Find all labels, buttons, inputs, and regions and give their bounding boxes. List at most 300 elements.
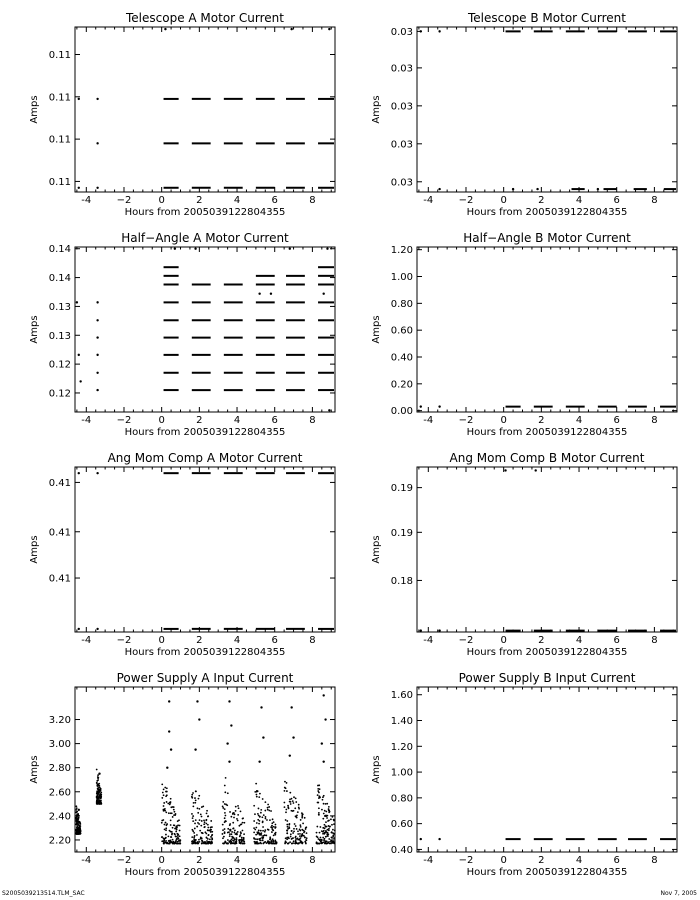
- data-point: [210, 820, 212, 822]
- data-point: [222, 837, 224, 839]
- data-point: [230, 724, 232, 726]
- data-point: [201, 832, 203, 834]
- data-point: [260, 842, 262, 844]
- data-point: [332, 829, 334, 831]
- y-tick-label: 0.12: [48, 359, 71, 371]
- data-point: [235, 810, 237, 812]
- data-point: [275, 832, 277, 834]
- data-point: [193, 836, 195, 838]
- data-point: [332, 832, 334, 834]
- y-tick-label: 2.60: [48, 787, 71, 799]
- data-point: [420, 838, 422, 840]
- x-tick-label: 6: [613, 855, 620, 866]
- data-point: [286, 782, 288, 784]
- x-tick-label: 6: [613, 635, 620, 646]
- data-point: [210, 831, 212, 833]
- data-point: [209, 838, 211, 840]
- data-point: [198, 839, 200, 841]
- x-tick-label: 4: [575, 415, 583, 426]
- chart-title: Telescope B Motor Current: [467, 11, 627, 25]
- x-tick-label: 6: [271, 195, 278, 206]
- data-point: [325, 821, 327, 823]
- data-point: [165, 811, 167, 813]
- data-point: [328, 820, 330, 822]
- data-point: [286, 820, 288, 822]
- x-axis-label: Hours from 2005039122804355: [124, 867, 286, 878]
- data-point: [256, 794, 258, 796]
- data-point: [76, 811, 78, 813]
- data-point: [258, 823, 260, 825]
- data-point: [175, 831, 177, 833]
- data-point: [326, 817, 328, 819]
- x-tick-label: 0: [158, 415, 165, 426]
- data-point: [291, 838, 293, 840]
- data-point: [294, 843, 296, 845]
- data-point: [323, 841, 325, 843]
- data-point: [260, 812, 262, 814]
- data-point: [197, 807, 199, 809]
- chart-telescope-b: [371, 11, 677, 218]
- data-point: [262, 830, 264, 832]
- data-point: [329, 841, 331, 843]
- y-tick-label: 0.13: [48, 330, 71, 342]
- data-point: [204, 831, 206, 833]
- y-tick-label: 0.00: [390, 406, 413, 418]
- data-point: [258, 830, 260, 832]
- data-point: [178, 819, 180, 821]
- data-point: [292, 832, 294, 834]
- data-point: [286, 790, 288, 792]
- data-point: [170, 824, 172, 826]
- data-point: [192, 805, 194, 807]
- data-point: [331, 836, 333, 838]
- data-point: [161, 783, 163, 785]
- data-point: [325, 842, 327, 844]
- data-point: [166, 787, 168, 789]
- y-tick-label: 0.03: [390, 26, 413, 38]
- data-point: [226, 842, 228, 844]
- data-point: [203, 823, 205, 825]
- data-point: [203, 842, 205, 844]
- data-point: [222, 833, 224, 835]
- data-point: [169, 841, 171, 843]
- x-tick-label: 8: [651, 195, 658, 206]
- x-axis-label: Hours from 2005039122804355: [466, 207, 628, 218]
- data-point: [203, 820, 205, 822]
- x-tick-label: 8: [309, 855, 316, 866]
- x-tick-label: 4: [233, 195, 241, 206]
- data-point: [232, 842, 234, 844]
- data-point: [232, 822, 234, 824]
- data-point: [438, 405, 440, 407]
- data-point: [235, 806, 237, 808]
- data-point: [79, 825, 81, 827]
- data-point: [253, 827, 255, 829]
- y-tick-label: 0.03: [390, 177, 413, 189]
- data-point: [264, 831, 266, 833]
- x-tick-label: 0: [500, 855, 507, 866]
- data-point: [78, 354, 80, 356]
- data-point: [285, 811, 287, 813]
- data-point: [198, 798, 200, 800]
- data-point: [272, 829, 274, 831]
- data-point: [236, 818, 238, 820]
- data-point: [318, 812, 320, 814]
- data-point: [318, 843, 320, 845]
- data-point: [438, 30, 440, 32]
- data-point: [191, 794, 193, 796]
- data-point: [333, 823, 335, 825]
- data-point: [293, 796, 295, 798]
- x-tick-label: −2: [458, 195, 474, 206]
- data-point: [327, 835, 329, 837]
- data-point: [304, 836, 306, 838]
- data-point: [295, 816, 297, 818]
- data-point: [175, 841, 177, 843]
- y-tick-label: 0.13: [48, 301, 71, 313]
- data-point: [316, 836, 318, 838]
- data-point: [96, 187, 98, 189]
- data-point: [271, 822, 273, 824]
- data-series-half-angle-a: [76, 248, 334, 412]
- data-point: [285, 837, 287, 839]
- data-point: [322, 796, 324, 798]
- data-point: [324, 838, 326, 840]
- data-point: [304, 817, 306, 819]
- data-point: [205, 823, 207, 825]
- data-point: [176, 827, 178, 829]
- data-point: [253, 838, 255, 840]
- data-point: [323, 803, 325, 805]
- data-point: [504, 469, 506, 471]
- data-point: [322, 293, 324, 295]
- data-point: [96, 802, 98, 804]
- data-point: [77, 818, 79, 820]
- data-point: [287, 805, 289, 807]
- data-point: [270, 841, 272, 843]
- data-point: [162, 809, 164, 811]
- plot-frame: [417, 467, 677, 632]
- data-point: [168, 840, 170, 842]
- data-point: [193, 802, 195, 804]
- data-point: [197, 812, 199, 814]
- data-point: [192, 815, 194, 817]
- data-point: [287, 826, 289, 828]
- data-point: [262, 836, 264, 838]
- x-tick-label: 4: [233, 855, 241, 866]
- data-point: [297, 837, 299, 839]
- data-point: [271, 827, 273, 829]
- data-point: [100, 791, 102, 793]
- x-tick-label: -4: [81, 415, 92, 426]
- data-point: [194, 797, 196, 799]
- data-point: [96, 354, 98, 356]
- data-point: [224, 785, 226, 787]
- data-point: [227, 832, 229, 834]
- y-axis-label: Amps: [29, 95, 40, 124]
- data-point: [262, 826, 264, 828]
- data-point: [171, 831, 173, 833]
- data-point: [228, 760, 230, 762]
- data-point: [226, 804, 228, 806]
- x-tick-label: 4: [575, 635, 583, 646]
- y-tick-label: 3.20: [48, 715, 71, 727]
- data-point: [211, 837, 213, 839]
- data-point: [97, 797, 99, 799]
- data-point: [326, 803, 328, 805]
- data-point: [196, 834, 198, 836]
- data-point: [322, 760, 324, 762]
- data-point: [99, 787, 101, 789]
- data-point: [179, 830, 181, 832]
- data-point: [298, 804, 300, 806]
- data-point: [268, 810, 270, 812]
- chart-title: Ang Mom Comp B Motor Current: [449, 451, 645, 465]
- data-point: [197, 822, 199, 824]
- data-series-telescope-a: [78, 28, 334, 189]
- x-tick-label: -4: [81, 195, 92, 206]
- y-tick-label: 0.41: [48, 573, 71, 585]
- data-point: [258, 796, 260, 798]
- data-point: [291, 843, 293, 845]
- data-point: [169, 830, 171, 832]
- data-point: [166, 824, 168, 826]
- y-tick-label: 0.11: [48, 50, 71, 61]
- plot-frame: [417, 687, 677, 852]
- data-point: [270, 293, 272, 295]
- data-point: [284, 806, 286, 808]
- data-point: [295, 840, 297, 842]
- data-point: [291, 810, 293, 812]
- data-point: [165, 822, 167, 824]
- x-tick-label: 6: [271, 635, 278, 646]
- data-point: [230, 816, 232, 818]
- data-point: [294, 823, 296, 825]
- x-tick-label: 8: [309, 415, 316, 426]
- data-point: [328, 838, 330, 840]
- y-tick-label: 0.11: [48, 92, 71, 104]
- data-point: [163, 794, 165, 796]
- data-point: [289, 801, 291, 803]
- data-point: [240, 831, 242, 833]
- data-point: [202, 805, 204, 807]
- data-point: [259, 816, 261, 818]
- data-point: [170, 798, 172, 800]
- data-point: [201, 840, 203, 842]
- data-point: [273, 826, 275, 828]
- data-point: [206, 840, 208, 842]
- data-point: [331, 816, 333, 818]
- data-point: [289, 841, 291, 843]
- data-point: [297, 811, 299, 813]
- data-point: [329, 826, 331, 828]
- data-point: [199, 841, 201, 843]
- data-point: [438, 188, 440, 190]
- data-point: [270, 810, 272, 812]
- data-point: [291, 830, 293, 832]
- data-point: [238, 807, 240, 809]
- data-point: [96, 472, 98, 474]
- y-tick-label: 0.40: [390, 352, 413, 364]
- data-point: [191, 829, 193, 831]
- x-tick-label: 4: [233, 635, 241, 646]
- data-point: [165, 795, 167, 797]
- data-point: [162, 840, 164, 842]
- data-point: [229, 824, 231, 826]
- data-point: [207, 824, 209, 826]
- data-point: [318, 792, 320, 794]
- chart-power-supply-a: [29, 671, 336, 878]
- chart-half-angle-b: [371, 231, 677, 438]
- data-point: [284, 781, 286, 783]
- data-point: [597, 188, 599, 190]
- data-point: [257, 843, 259, 845]
- data-point: [267, 841, 269, 843]
- x-tick-label: 8: [309, 635, 316, 646]
- x-tick-label: 6: [613, 415, 620, 426]
- data-point: [100, 800, 102, 802]
- data-point: [229, 829, 231, 831]
- data-point: [286, 838, 288, 840]
- data-point: [165, 840, 167, 842]
- data-point: [75, 833, 77, 835]
- data-point: [302, 830, 304, 832]
- data-point: [285, 809, 287, 811]
- data-point: [194, 828, 196, 830]
- data-point: [96, 769, 98, 771]
- data-point: [192, 820, 194, 822]
- data-point: [240, 810, 242, 812]
- data-point: [243, 837, 245, 839]
- data-point: [231, 833, 233, 835]
- data-point: [242, 843, 244, 845]
- x-tick-label: −2: [458, 415, 474, 426]
- data-point: [229, 835, 231, 837]
- data-point: [178, 838, 180, 840]
- data-point: [161, 836, 163, 838]
- x-tick-label: 0: [158, 195, 165, 206]
- data-point: [271, 831, 273, 833]
- y-tick-label: 0.03: [390, 101, 413, 113]
- data-point: [328, 828, 330, 830]
- x-tick-label: 2: [538, 855, 545, 866]
- data-point: [228, 700, 230, 702]
- x-tick-label: −2: [116, 195, 132, 206]
- data-point: [166, 801, 168, 803]
- data-point: [222, 801, 224, 803]
- x-tick-label: 8: [651, 415, 658, 426]
- data-point: [300, 826, 302, 828]
- data-point: [264, 801, 266, 803]
- data-point: [227, 839, 229, 841]
- data-point: [96, 372, 98, 374]
- data-point: [167, 835, 169, 837]
- data-point: [322, 837, 324, 839]
- y-tick-label: 0.11: [48, 134, 71, 146]
- y-tick-label: 0.60: [390, 819, 413, 831]
- data-point: [195, 799, 197, 801]
- data-point: [200, 825, 202, 827]
- data-point: [204, 826, 206, 828]
- data-point: [283, 802, 285, 804]
- y-tick-label: 0.19: [390, 527, 413, 539]
- data-point: [254, 843, 256, 845]
- data-point: [96, 301, 98, 303]
- data-point: [295, 825, 297, 827]
- x-axis-label: Hours from 2005039122804355: [466, 647, 628, 658]
- data-point: [260, 832, 262, 834]
- data-point: [268, 843, 270, 845]
- data-point: [76, 826, 78, 828]
- data-point: [164, 824, 166, 826]
- data-point: [302, 823, 304, 825]
- x-tick-label: 0: [500, 415, 507, 426]
- data-point: [79, 833, 81, 835]
- plot-frame: [75, 247, 335, 412]
- data-point: [255, 834, 257, 836]
- data-point: [294, 807, 296, 809]
- data-point: [324, 815, 326, 817]
- data-point: [262, 798, 264, 800]
- data-point: [273, 834, 275, 836]
- data-point: [201, 816, 203, 818]
- y-axis-label: Amps: [371, 95, 382, 124]
- data-point: [265, 835, 267, 837]
- data-point: [264, 829, 266, 831]
- data-point: [238, 839, 240, 841]
- data-point: [288, 826, 290, 828]
- data-point: [222, 805, 224, 807]
- data-point: [161, 820, 163, 822]
- data-point: [193, 832, 195, 834]
- data-point: [222, 824, 224, 826]
- data-point: [257, 819, 259, 821]
- data-point: [323, 833, 325, 835]
- data-point: [259, 832, 261, 834]
- data-point: [269, 819, 271, 821]
- y-axis-label: Amps: [371, 535, 382, 564]
- data-point: [299, 829, 301, 831]
- data-point: [192, 817, 194, 819]
- y-tick-label: 0.11: [48, 176, 71, 188]
- data-point: [243, 833, 245, 835]
- data-point: [224, 817, 226, 819]
- data-series-telescope-b: [420, 30, 676, 190]
- data-point: [253, 832, 255, 834]
- data-point: [198, 795, 200, 797]
- data-point: [306, 837, 308, 839]
- data-point: [325, 811, 327, 813]
- data-point: [272, 843, 274, 845]
- data-point: [201, 842, 203, 844]
- data-point: [96, 628, 98, 630]
- data-point: [194, 248, 196, 250]
- data-point: [163, 805, 165, 807]
- x-tick-label: −2: [458, 635, 474, 646]
- data-point: [512, 188, 514, 190]
- data-point: [240, 824, 242, 826]
- data-point: [237, 805, 239, 807]
- data-point: [264, 810, 266, 812]
- data-point: [222, 829, 224, 831]
- data-point: [301, 842, 303, 844]
- data-point: [96, 782, 98, 784]
- y-tick-label: 2.40: [48, 811, 71, 823]
- data-point: [161, 797, 163, 799]
- data-point: [318, 814, 320, 816]
- data-point: [262, 839, 264, 841]
- data-point: [333, 819, 335, 821]
